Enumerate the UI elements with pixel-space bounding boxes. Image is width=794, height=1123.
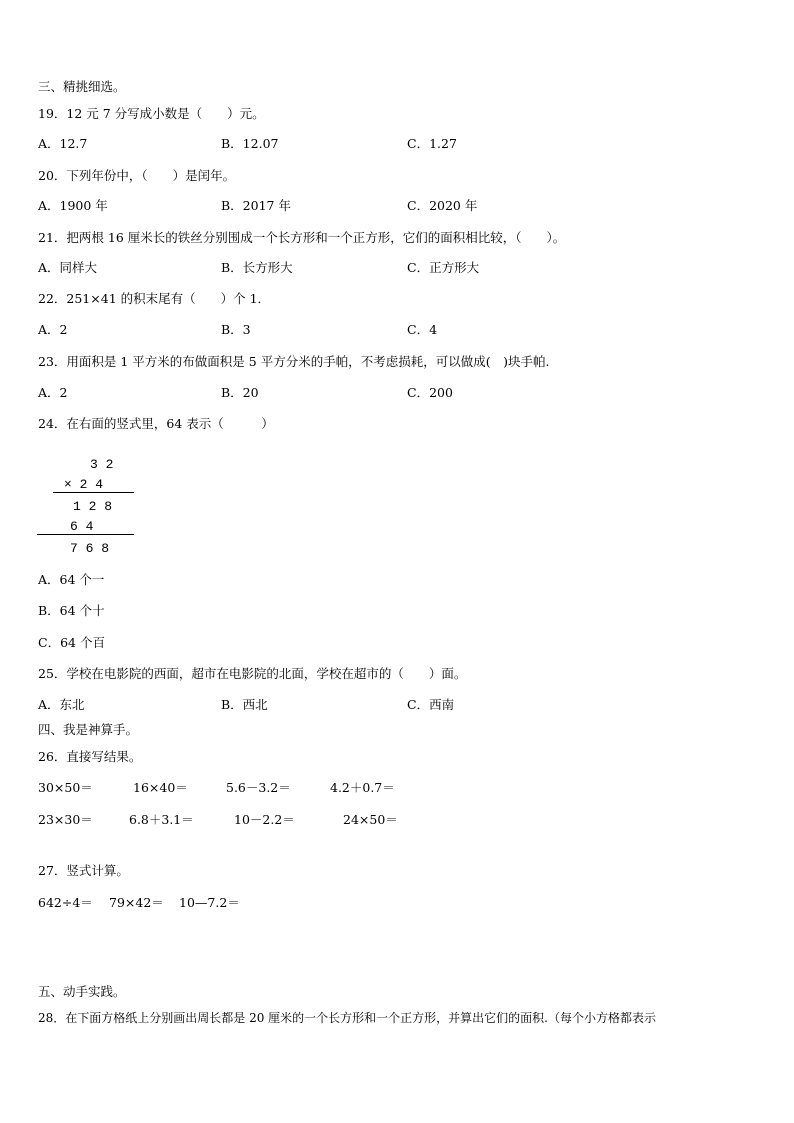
oral-calc-item: 30×50＝ bbox=[38, 780, 93, 795]
question-20-stem: 20．下列年份中，（ ）是闰年。 bbox=[38, 168, 236, 183]
question-19-stem: 19．12 元 7 分写成小数是（ ）元。 bbox=[38, 106, 265, 121]
oral-calc-item: 16×40＝ bbox=[133, 780, 188, 795]
question-21-option-b: B．长方形大 bbox=[221, 260, 293, 275]
vertical-row-partial-2: 6 4 bbox=[70, 519, 94, 534]
question-24-option-c: C．64 个百 bbox=[38, 635, 105, 650]
question-20-option-b: B．2017 年 bbox=[221, 198, 291, 213]
question-19-option-c: C．1.27 bbox=[407, 136, 457, 151]
question-25-option-b: B．西北 bbox=[221, 697, 268, 712]
written-calc-item: 10—7.2＝ bbox=[179, 895, 240, 910]
vertical-row-partial-1: 1 2 8 bbox=[73, 499, 113, 514]
question-25-option-c: C．西南 bbox=[407, 697, 455, 712]
vertical-row-multiplier: × 2 4 bbox=[64, 477, 104, 492]
question-23-option-b: B．20 bbox=[221, 385, 259, 400]
section-5-heading: 五、动手实践。 bbox=[38, 984, 126, 999]
question-19-option-a: A．12.7 bbox=[38, 136, 88, 151]
question-24-stem: 24．在右面的竖式里，64 表示（ ） bbox=[38, 416, 274, 431]
oral-calc-item: 24×50＝ bbox=[343, 812, 398, 827]
vertical-rule-2 bbox=[37, 534, 134, 535]
question-20-option-c: C．2020 年 bbox=[407, 198, 478, 213]
question-23-option-a: A．2 bbox=[38, 385, 68, 400]
vertical-rule-1 bbox=[53, 492, 134, 493]
question-22-option-b: B．3 bbox=[221, 322, 251, 337]
question-23-option-c: C．200 bbox=[407, 385, 453, 400]
question-23-stem: 23．用面积是 1 平方米的布做面积是 5 平方分米的手帕，不考虑损耗，可以做成( )块手帕. bbox=[38, 354, 550, 369]
question-20-option-a: A．1900 年 bbox=[38, 198, 108, 213]
question-22-option-c: C．4 bbox=[407, 322, 438, 337]
question-28-stem: 28．在下面方格纸上分别画出周长都是 20 厘米的一个长方形和一个正方形，并算出它们的面积.（每个小方格都表示 bbox=[38, 1011, 656, 1025]
section-4-heading: 四、我是神算手。 bbox=[38, 722, 139, 737]
oral-calc-item: 23×30＝ bbox=[38, 812, 93, 827]
oral-calc-item: 6.8＋3.1＝ bbox=[129, 812, 194, 827]
question-22-option-a: A．2 bbox=[38, 322, 68, 337]
question-24-option-a: A．64 个一 bbox=[38, 572, 105, 587]
question-25-stem: 25．学校在电影院的西面，超市在电影院的北面，学校在超市的（ ）面。 bbox=[38, 666, 467, 681]
section-3-heading: 三、精挑细选。 bbox=[38, 79, 126, 94]
question-26-stem: 26．直接写结果。 bbox=[38, 749, 142, 764]
oral-calc-item: 4.2＋0.7＝ bbox=[330, 780, 395, 795]
question-25-option-a: A．东北 bbox=[38, 697, 85, 712]
written-calc-item: 79×42＝ bbox=[109, 895, 164, 910]
written-calc-item: 642÷4＝ bbox=[38, 895, 93, 910]
vertical-row-multiplicand: 3 2 bbox=[90, 457, 114, 472]
question-27-stem: 27．竖式计算。 bbox=[38, 863, 129, 878]
question-22-stem: 22．251×41 的积末尾有（ ）个 1． bbox=[38, 291, 271, 306]
oral-calc-item: 10－2.2＝ bbox=[234, 812, 295, 827]
question-24-option-b: B．64 个十 bbox=[38, 603, 105, 618]
question-21-option-a: A．同样大 bbox=[38, 260, 98, 275]
oral-calc-item: 5.6－3.2＝ bbox=[226, 780, 291, 795]
vertical-row-product: 7 6 8 bbox=[70, 541, 110, 556]
question-21-stem: 21．把两根 16 厘米长的铁丝分别围成一个长方形和一个正方形，它们的面积相比较，（ ）。 bbox=[38, 230, 566, 245]
question-19-option-b: B．12.07 bbox=[221, 136, 279, 151]
question-21-option-c: C．正方形大 bbox=[407, 260, 480, 275]
